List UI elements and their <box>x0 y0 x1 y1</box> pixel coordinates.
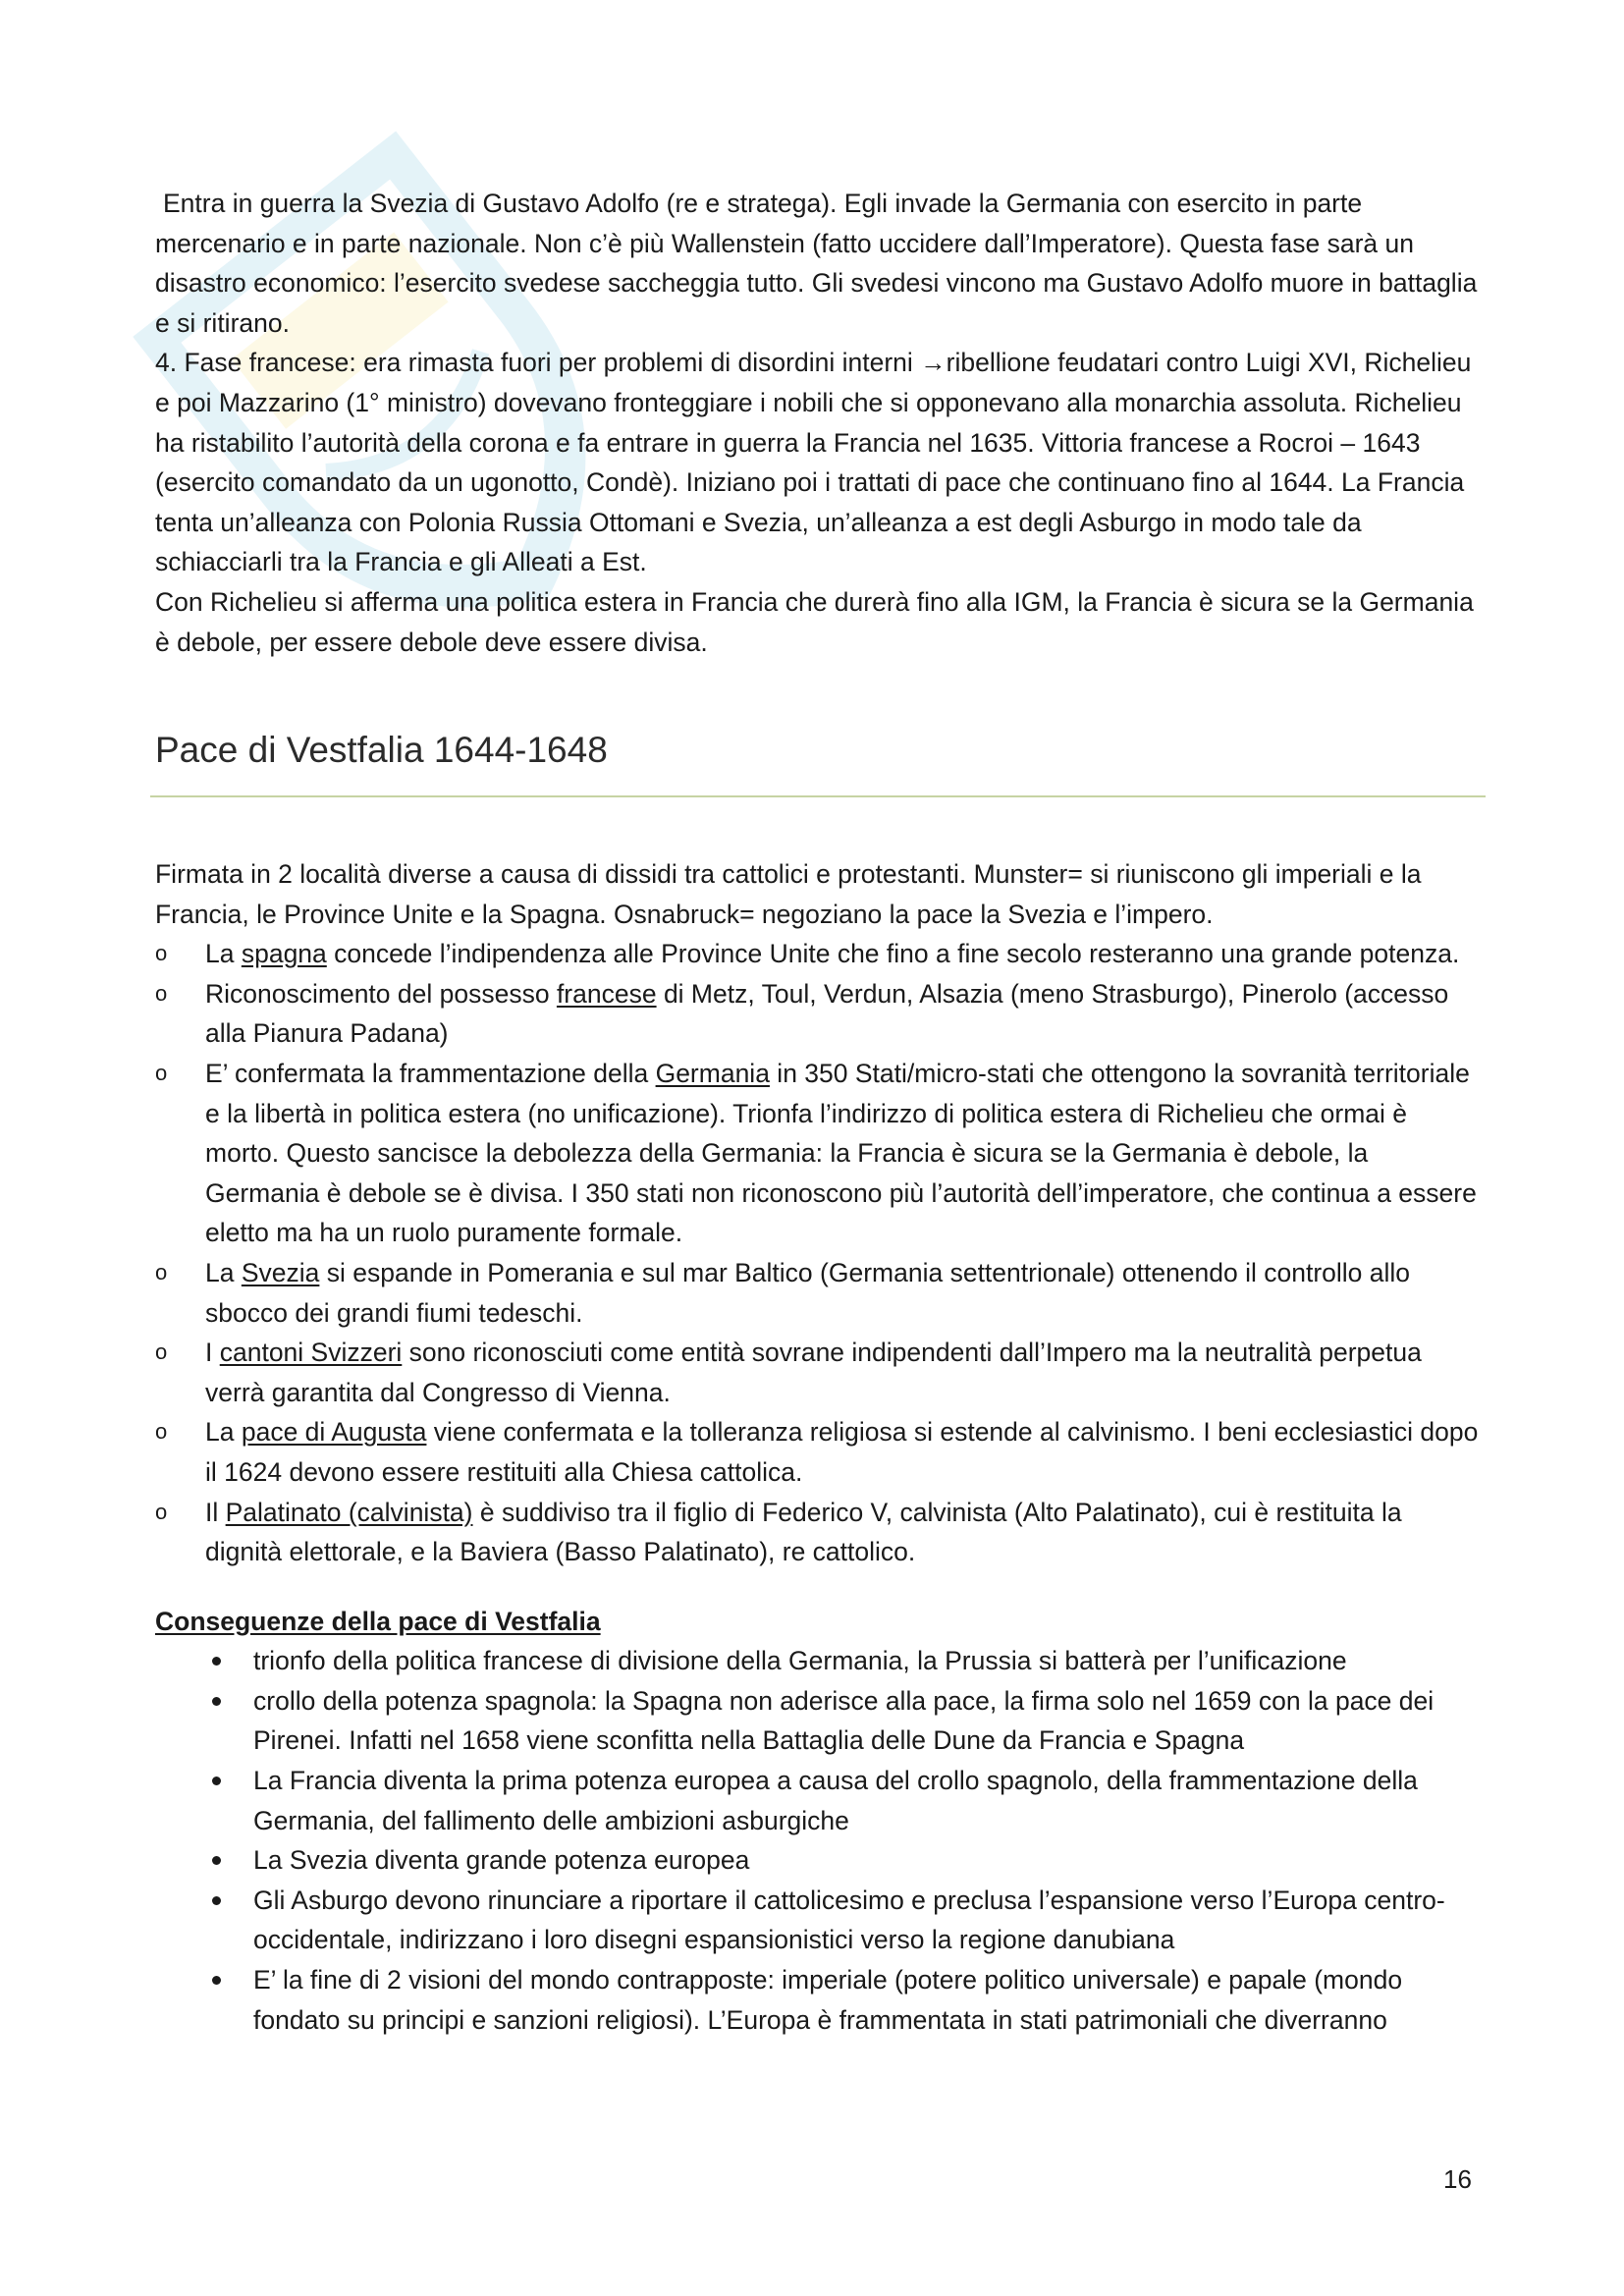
richelieu-paragraph: Con Richelieu si afferma una politica estera in Francia che durerà fino alla IGM, la Francia è sicura se la Germania è debole, per essere debole deve essere divisa. <box>155 586 1474 657</box>
list-item-text: La <box>205 939 242 969</box>
list-item-text: si espande in Pomerania e sul mar Baltico (Germania settentrionale) ottenendo il controllo allo sbocco dei grandi fiumi tedeschi. <box>205 1257 1411 1328</box>
phase-french-text-cont: ribellione feudatari contro Luigi XVI, Richelieu e poi Mazzarino (1° ministro) dovevano fronteggiare i nobili che si opponevano alla monarchia assoluta. Richelieu ha ristabilito l’autorità della corona e fa entrare in guerra la Francia nel 1635. Vittoria francese a Rocroi – 1643 (esercito comandato da un ugonotto, Condè). Iniziano poi i trattati di pace che continuano fino al 1644. La Francia tenta un’alleanza con Polonia Russia Ottomani e Svezia, un’alleanza a est degli Asburgo in modo tale da schiacciarli tra la Francia e gli Alleati a Est. <box>155 348 1472 577</box>
consequences-title: Conseguenze della pace di Vestfalia <box>155 1606 601 1636</box>
list-item <box>155 1840 1486 1881</box>
vestfalia-block <box>155 854 1486 2040</box>
bullet-icon <box>212 1856 221 1865</box>
list-item-text: La <box>205 1257 242 1287</box>
list-item-text: sono riconosciuti come entità sovrane indipendenti dall’Impero ma la neutralità perpetua verrà garantita dal Congresso di Vienna. <box>205 1338 1422 1407</box>
list-item <box>155 1412 1486 1492</box>
consequence-text: crollo della potenza spagnola: la Spagna non aderisce alla pace, la firma solo nel 1659 con la pace dei Pirenei. Infatti nel 1658 viene sconfitta nella Battaglia delle Dune da Francia e Spagna <box>253 1685 1435 1756</box>
consequence-text: trionfo della politica francese di divisione della Germania, la Prussia si batterà per l’unificazione <box>253 1646 1347 1676</box>
list-item-text: La <box>205 1417 242 1448</box>
heading-divider <box>150 795 1486 797</box>
consequence-text: La Francia diventa la prima potenza europea a causa del crollo spagnolo, della frammentazione della Germania, del fallimento delle ambizioni asburgiche <box>253 1766 1418 1835</box>
list-item-text: Il <box>205 1497 226 1527</box>
list-item-text: E’ confermata la frammentazione della <box>205 1058 656 1088</box>
bullet-icon <box>212 1777 221 1785</box>
consequence-text: La Svezia diventa grande potenza europea <box>253 1845 750 1876</box>
list-item-text: Riconoscimento del possesso <box>205 978 557 1009</box>
circle-bullet-icon: o <box>155 1499 168 1524</box>
section-heading: Pace di Vestfalia 1644-1648 <box>155 730 608 770</box>
arrow-icon: → <box>920 348 947 378</box>
circle-bullet-icon: o <box>155 941 168 966</box>
list-item <box>155 1493 1486 1572</box>
circle-bullet-icon: o <box>155 1419 168 1445</box>
list-item-text: concede l’indipendenza alle Province Unite che fino a fine secolo resteranno una grande potenza. <box>326 939 1460 969</box>
underlined-term: Germania <box>655 1058 770 1088</box>
list-item-text: I <box>205 1338 220 1368</box>
list-item-text: di Metz, Toul, Verdun, Alsazia (meno Strasburgo), Pinerolo (accesso alla Pianura Padana) <box>205 978 1449 1049</box>
underlined-term: pace di Augusta <box>241 1417 427 1448</box>
bullet-icon <box>212 1697 221 1706</box>
circle-bullet-icon: o <box>155 980 168 1006</box>
list-item <box>155 1333 1486 1412</box>
intro-paragraph: Entra in guerra la Svezia di Gustavo Adolfo (re e stratega). Egli invade la Germania con esercito in parte mercenario e in parte nazionale. Non c’è più Wallenstein (fatto uccidere dall’Imperatore). Questa fase sarà un disastro economico: l’esercito svedese saccheggia tutto. Gli svedesi vincono ma Gustavo Adolfo muore in battaglia e si ritirano. <box>155 189 1478 338</box>
list-item <box>155 1253 1486 1333</box>
list-item <box>155 1761 1486 1840</box>
consequence-text: E’ la fine di 2 visioni del mondo contrapposte: imperiale (potere politico universale) e papale (mondo fondato su principi e sanzioni religiosi). L’Europa è frammentata in stati patrimoniali che diverranno <box>253 1965 1403 2035</box>
circle-bullet-icon: o <box>155 1259 168 1285</box>
phase-french-text: 4. Fase francese: era rimasta fuori per problemi di disordini interni <box>155 348 921 378</box>
list-item-text: viene confermata e la tolleranza religiosa si estende al calvinismo. I beni ecclesiastici dopo il 1624 devono essere restituiti alla Chiesa cattolica. <box>205 1417 1479 1487</box>
list-item <box>155 1881 1486 1960</box>
list-item <box>155 1960 1486 2040</box>
intro-block <box>155 184 1486 662</box>
list-item <box>155 1054 1486 1253</box>
list-item <box>155 974 1486 1054</box>
underlined-term: spagna <box>241 939 327 969</box>
bullet-icon <box>212 1896 221 1905</box>
consequences-list <box>155 1641 1486 2040</box>
bullet-icon <box>212 1657 221 1666</box>
list-item <box>155 934 1486 974</box>
list-item-text: in 350 Stati/micro-stati che ottengono la sovranità territoriale e la libertà in politica estera (no unificazione). Trionfa l’indirizzo di politica estera di Richelieu che ormai è morto. Questo sancisce la debolezza della Germania: la Francia è sicura se la Germania è debole, la Germania è debole se è divisa. I 350 stati non riconoscono più l’autorità dell’imperatore, che continua a essere eletto ma ha un ruolo puramente formale. <box>205 1058 1477 1248</box>
underlined-term: cantoni Svizzeri <box>219 1338 403 1368</box>
bullet-icon <box>212 1976 221 1985</box>
underlined-term: Svezia <box>241 1257 320 1287</box>
treaty-terms-list <box>155 934 1486 1572</box>
circle-bullet-icon: o <box>155 1339 168 1365</box>
circle-bullet-icon: o <box>155 1060 168 1085</box>
consequence-text: Gli Asburgo devono rinunciare a riportare il cattolicesimo e preclusa l’espansione verso l’Europa centro-occidentale, indirizzano i loro disegni espansionistici verso la regione danubiana <box>253 1885 1445 1955</box>
underlined-term: francese <box>556 978 657 1009</box>
vestfalia-intro: Firmata in 2 località diverse a causa di dissidi tra cattolici e protestanti. Munster= si riuniscono gli imperiali e la Francia, le Province Unite e la Spagna. Osnabruck= negoziano la pace la Svezia e l’impero. <box>155 859 1422 929</box>
list-item <box>155 1681 1486 1761</box>
page-number: 16 <box>1443 2164 1472 2194</box>
phase-french-paragraph <box>155 343 1486 582</box>
list-item-text: è suddiviso tra il figlio di Federico V, calvinista (Alto Palatinato), cui è restituita la dignità elettorale, e la Baviera (Basso Palatinato), re cattolico. <box>205 1497 1402 1567</box>
list-item <box>155 1641 1486 1681</box>
underlined-term: Palatinato (calvinista) <box>225 1497 473 1527</box>
